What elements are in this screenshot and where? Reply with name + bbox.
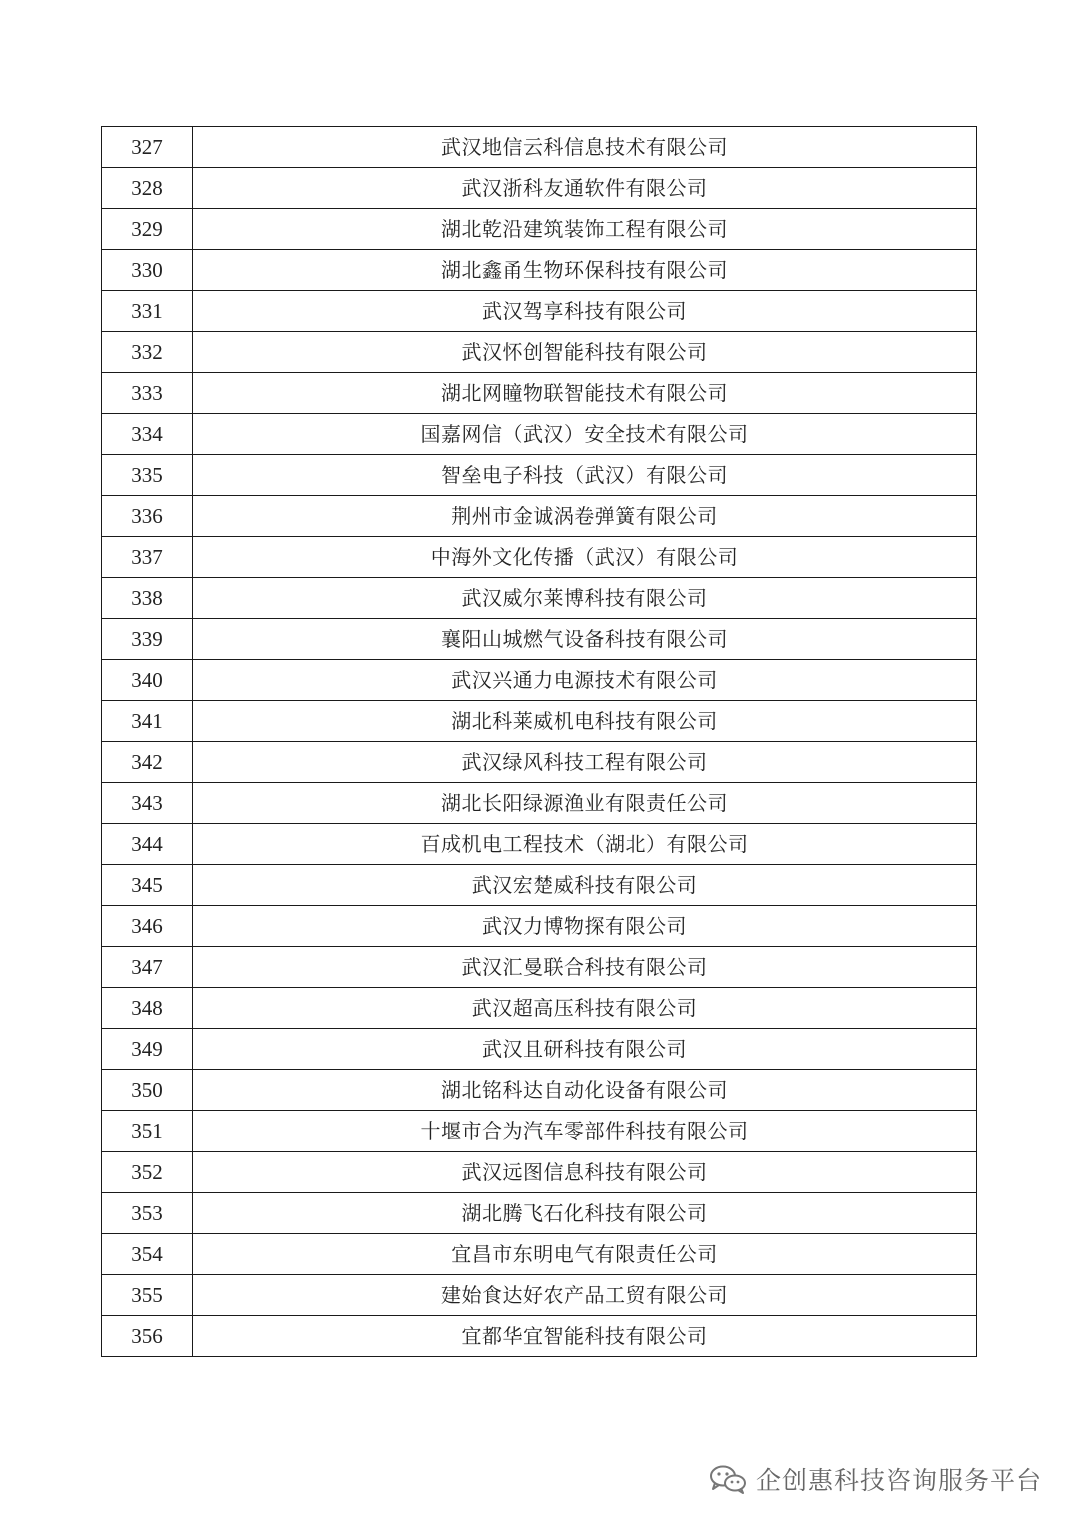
row-number: 333 (102, 373, 193, 414)
table-row (102, 250, 977, 291)
company-name: 湖北鑫甬生物环保科技有限公司 (193, 250, 977, 291)
row-number: 330 (102, 250, 193, 291)
row-number: 342 (102, 742, 193, 783)
table-row (102, 1275, 977, 1316)
table-row (102, 1111, 977, 1152)
company-name: 武汉怀创智能科技有限公司 (193, 332, 977, 373)
company-name: 宜都华宜智能科技有限公司 (193, 1316, 977, 1357)
company-name: 湖北乾沿建筑装饰工程有限公司 (193, 209, 977, 250)
row-number: 353 (102, 1193, 193, 1234)
company-name: 武汉兴通力电源技术有限公司 (193, 660, 977, 701)
table-row (102, 496, 977, 537)
row-number: 352 (102, 1152, 193, 1193)
company-name: 湖北铭科达自动化设备有限公司 (193, 1070, 977, 1111)
table-row (102, 701, 977, 742)
table-row (102, 660, 977, 701)
company-name: 武汉汇曼联合科技有限公司 (193, 947, 977, 988)
row-number: 348 (102, 988, 193, 1029)
table-row (102, 455, 977, 496)
company-name: 武汉宏楚威科技有限公司 (193, 865, 977, 906)
row-number: 340 (102, 660, 193, 701)
table-row (102, 865, 977, 906)
company-name: 武汉超高压科技有限公司 (193, 988, 977, 1029)
company-name: 武汉力博物探有限公司 (193, 906, 977, 947)
table-row (102, 947, 977, 988)
row-number: 334 (102, 414, 193, 455)
row-number: 329 (102, 209, 193, 250)
table-row (102, 537, 977, 578)
watermark (708, 1461, 1042, 1497)
table-row (102, 209, 977, 250)
watermark-text: 企创惠科技咨询服务平台 (755, 1466, 1042, 1495)
company-name: 武汉绿风科技工程有限公司 (193, 742, 977, 783)
row-number: 351 (102, 1111, 193, 1152)
table-row (102, 1029, 977, 1070)
company-name: 武汉威尔莱博科技有限公司 (193, 578, 977, 619)
company-name: 武汉地信云科信息技术有限公司 (193, 127, 977, 168)
row-number: 337 (102, 537, 193, 578)
table-row (102, 742, 977, 783)
row-number: 347 (102, 947, 193, 988)
company-name: 国嘉网信（武汉）安全技术有限公司 (193, 414, 977, 455)
company-name: 荆州市金诚涡卷弹簧有限公司 (193, 496, 977, 537)
wechat-icon (708, 1464, 748, 1494)
company-name: 宜昌市东明电气有限责任公司 (193, 1234, 977, 1275)
table-row (102, 906, 977, 947)
table-row (102, 578, 977, 619)
row-number: 354 (102, 1234, 193, 1275)
row-number: 345 (102, 865, 193, 906)
table-row (102, 373, 977, 414)
row-number: 341 (102, 701, 193, 742)
row-number: 346 (102, 906, 193, 947)
company-name: 中海外文化传播（武汉）有限公司 (193, 537, 977, 578)
company-name: 湖北长阳绿源渔业有限责任公司 (193, 783, 977, 824)
table-row (102, 168, 977, 209)
table-row (102, 1193, 977, 1234)
row-number: 335 (102, 455, 193, 496)
row-number: 355 (102, 1275, 193, 1316)
company-list-table (101, 126, 977, 1357)
row-number: 344 (102, 824, 193, 865)
company-name: 武汉驾享科技有限公司 (193, 291, 977, 332)
table-row (102, 824, 977, 865)
row-number: 331 (102, 291, 193, 332)
company-name: 十堰市合为汽车零部件科技有限公司 (193, 1111, 977, 1152)
table-row (102, 1316, 977, 1357)
company-name: 建始食达好农产品工贸有限公司 (193, 1275, 977, 1316)
table-row (102, 619, 977, 660)
company-name: 湖北科莱威机电科技有限公司 (193, 701, 977, 742)
company-name: 武汉且研科技有限公司 (193, 1029, 977, 1070)
row-number: 356 (102, 1316, 193, 1357)
row-number: 328 (102, 168, 193, 209)
company-name: 湖北腾飞石化科技有限公司 (193, 1193, 977, 1234)
company-name: 襄阳山城燃气设备科技有限公司 (193, 619, 977, 660)
table-row (102, 783, 977, 824)
table-row (102, 291, 977, 332)
row-number: 336 (102, 496, 193, 537)
row-number: 350 (102, 1070, 193, 1111)
table-row (102, 127, 977, 168)
row-number: 332 (102, 332, 193, 373)
row-number: 339 (102, 619, 193, 660)
table-row (102, 988, 977, 1029)
table-row (102, 414, 977, 455)
company-name: 武汉浙科友通软件有限公司 (193, 168, 977, 209)
table-row (102, 1234, 977, 1275)
table-row (102, 1070, 977, 1111)
company-name: 百成机电工程技术（湖北）有限公司 (193, 824, 977, 865)
row-number: 327 (102, 127, 193, 168)
row-number: 338 (102, 578, 193, 619)
table-row (102, 332, 977, 373)
table-row (102, 1152, 977, 1193)
row-number: 343 (102, 783, 193, 824)
company-name: 湖北网瞳物联智能技术有限公司 (193, 373, 977, 414)
company-name: 武汉远图信息科技有限公司 (193, 1152, 977, 1193)
table-body (102, 127, 977, 1357)
company-name: 智垒电子科技（武汉）有限公司 (193, 455, 977, 496)
row-number: 349 (102, 1029, 193, 1070)
